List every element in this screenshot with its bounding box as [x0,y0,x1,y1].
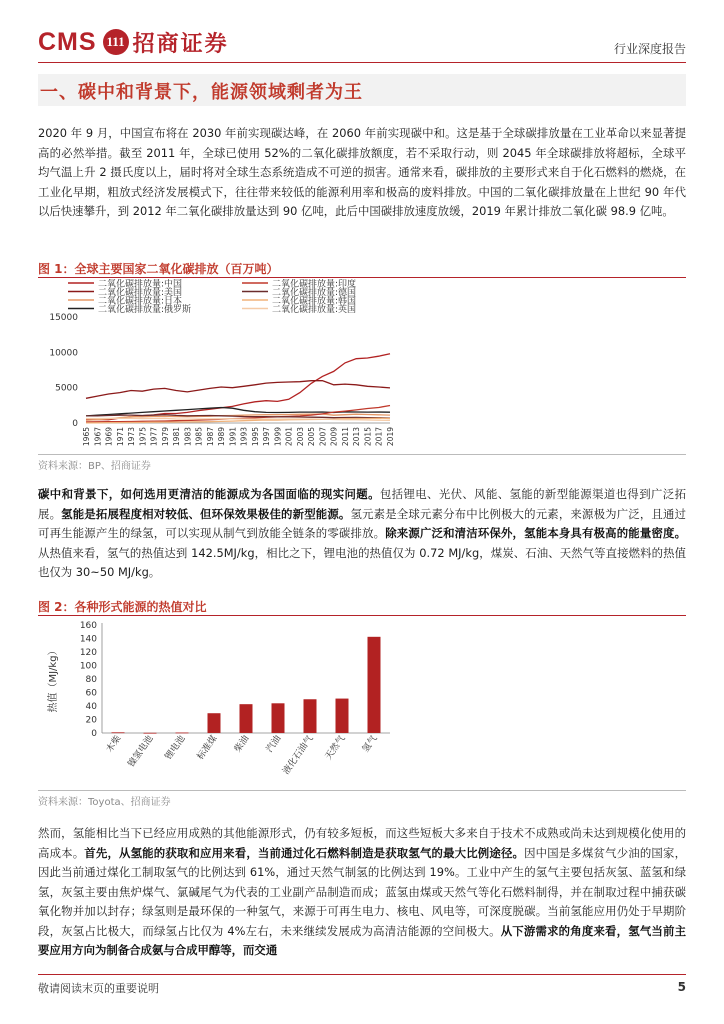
x-tick-label-22: 2009 [329,427,339,447]
header-divider [38,62,686,63]
bar-6 [304,699,317,733]
bar-0 [112,732,125,733]
figure-2-rule [38,615,686,616]
y-tick-label-1: 20 [85,715,97,726]
y-tick-label-8: 160 [79,621,97,631]
footer-disclaimer[interactable]: 敬请阅读末页的重要说明 [38,982,159,995]
category-label-6: 液化石油气 [281,733,316,777]
y-tick-label-2: 10000 [49,348,78,359]
x-tick-label-1: 1967 [93,427,103,447]
para3-text-1: 然而，氢能相比当下已经应用成熟的其他能源形式，仍有较多短板，而这些短板大多来自于技术不成熟或尚未达到规模化使用的高成本。 [38,826,686,860]
y-tick-label-2: 40 [85,702,97,712]
category-label-8: 氢气 [360,733,380,755]
x-tick-label-23: 2011 [340,427,350,447]
y-tick-label-1: 5000 [55,383,78,394]
legend-label-7: 二氧化碳排放量:英国 [272,305,357,315]
legend-label-4: 二氧化碳排放量:印度 [272,279,357,290]
bar-2 [176,733,189,734]
x-tick-label-11: 1987 [205,427,215,447]
para2-text-3: 从热值来看，氢气的热值达到 142.5MJ/kg，相比之下，锂电池的热值仅为 0.72 MJ/kg，煤炭、石油、天然气等直接燃料的热值也仅为 30~50 MJ/kg。 [38,545,686,579]
co2-emissions-line-chart [38,279,438,451]
x-tick-label-14: 1993 [239,427,249,447]
y-tick-label-5: 100 [79,661,97,672]
para3-text-2: 因中国是多煤贫气少油的国家，因此当前通过煤化工制取氢气的比例达到 61%，通过天然气制氢的比例达到 19%。工业中产生的氢气主要包括灰氢、蓝氢和绿氢，灰氢主要由焦炉煤气、氯碱尾气为代表的工业副产品制造而成；蓝氢由煤或天然气等化石燃料制得，并在制取过程中捕获碳氧化物并加以封存；绿氢则是最环保的一种氢气，来源于可再生电力、核电、风电等，可深度脱碳。当前氢能应用仍处于早期阶段，灰氢占比极大，而绿氢占比仅为 4%左右，未来继续发展成为高清洁能源的空间极大。 [38,845,686,938]
bar-4 [240,704,253,733]
bar-3 [208,713,221,733]
para3-bold-2: 从下游需求的角度来看，氢气当前主要应用方向为制备合成氨与合成甲醇等，而交通 [38,923,686,957]
x-tick-label-26: 2017 [374,427,384,447]
figure-1-rule [38,277,686,278]
legend-label-3: 二氧化碳排放量:俄罗斯 [98,305,192,315]
bar-7 [336,699,349,733]
x-tick-label-10: 1985 [194,427,204,447]
bar-1 [144,733,157,734]
y-tick-label-3: 60 [85,688,97,699]
brand-logo [38,26,229,58]
x-tick-label-4: 1973 [127,427,137,447]
x-tick-label-5: 1975 [138,427,148,447]
y-axis-label: 热值（MJ/kg） [48,645,59,713]
x-tick-label-15: 1995 [250,427,260,447]
category-label-7: 天然气 [323,733,348,762]
report-type: 行业深度报告 [613,42,686,56]
x-tick-label-19: 2003 [295,427,305,447]
x-tick-label-17: 1999 [273,427,283,447]
y-tick-label-6: 120 [79,648,97,658]
paragraph-hydrogen-challenges [38,824,686,961]
figure-1-title: 图 1：全球主要国家二氧化碳排放（百万吨） [38,262,279,276]
category-label-0: 木柴 [104,733,124,755]
energy-heat-value-bar-chart [38,617,398,789]
x-tick-label-2: 1969 [104,427,114,447]
paragraph-clean-energy [38,485,686,583]
para3-bold-1: 首先，从氢能的获取和应用来看，当前通过化石燃料制造是获取氢气的最大比例途径。 [84,845,525,860]
series-line-1 [86,381,390,399]
figure-2-source: 资料来源：Toyota、招商证券 [38,797,171,808]
para2-bold-1: 碳中和背景下，如何选用更清洁的能源成为各国面临的现实问题。 [38,487,380,501]
footer-divider [38,974,686,975]
category-label-3: 标准煤 [195,733,220,762]
x-tick-label-21: 2007 [318,427,328,447]
para2-bold-3: 除来源广泛和清洁环保外，氢能本身具有极高的能量密度。 [385,526,686,540]
x-tick-label-12: 1989 [217,427,227,447]
para2-text-1: 包括锂电、光伏、风能、氢能的新型能源渠道也得到广泛拓展。 [38,487,686,521]
category-label-5: 汽油 [264,733,284,755]
section-title: 一、碳中和背景下，能源领域剩者为王 [40,82,363,103]
bar-8 [368,637,381,733]
brand-badge-icon: 111 [103,29,129,55]
x-tick-label-6: 1977 [149,427,159,447]
y-tick-label-4: 80 [85,675,97,685]
x-tick-label-20: 2005 [307,427,317,447]
y-tick-label-3: 15000 [49,313,78,323]
legend-label-6: 二氧化碳排放量:韩国 [272,296,357,307]
x-tick-label-9: 1983 [183,427,193,447]
x-tick-label-24: 2013 [352,427,362,447]
x-tick-label-3: 1971 [115,427,125,447]
brand-cn: 招商证券 [132,31,229,57]
category-label-4: 柴油 [232,733,252,755]
legend-label-0: 二氧化碳排放量:中国 [98,279,183,290]
para2-bold-2: 氢能是拓展程度相对较低、但环保效果极佳的新型能源。 [61,506,351,521]
figure-1-source: 资料来源：BP、招商证券 [38,461,151,472]
category-label-1: 镍氢电池 [126,733,156,770]
y-tick-label-0: 0 [91,729,97,739]
x-tick-label-7: 1979 [160,427,170,447]
legend-label-1: 二氧化碳排放量:美国 [98,288,183,298]
x-tick-label-0: 1965 [82,427,91,447]
paragraph-carbon-neutral: 2020 年 9 月，中国宣布将在 2030 年前实现碳达峰，在 2060 年前实现碳中和。这是基于全球碳排放量在工业革命以来显著提高的必然举措。截至 2011 年，全球已使用 52%的二氧化碳排放额度，若不采取行动，则 2045 年全球碳排放将超标，全球平均气温上升 2 摄氏度以上，届时将对全球生态系统造成不可逆的损害。通常来看，碳排放的主要形式来自于化石燃料的燃烧，在工业化早期，粗放式经济发展模式下，往往带来较低的能源利用率和极高的废料排放。中国的二氧化碳排放量在上世纪 90 年代以后快速攀升，到 2012 年二氧化碳排放量达到 90 亿吨，此后中国碳排放速度放缓，2019 年累计排放二氧化碳 98.9 亿吨。 [38,126,686,218]
bar-5 [272,703,285,733]
category-label-2: 锂电池 [163,733,188,762]
page-number: 5 [677,980,686,994]
figure-2-source-rule [38,790,686,791]
y-tick-label-0: 0 [72,419,78,429]
x-tick-label-16: 1997 [262,427,272,447]
x-tick-label-18: 2001 [284,427,294,447]
x-tick-label-13: 1991 [228,427,238,447]
y-tick-label-7: 140 [79,634,97,645]
figure-2-title: 图 2：各种形式能源的热值对比 [38,600,207,614]
x-tick-label-8: 1981 [172,427,182,447]
brand-en: CMS [38,27,97,56]
x-tick-label-27: 2019 [386,427,395,447]
legend-label-5: 二氧化碳排放量:德国 [272,288,357,298]
legend-label-2: 二氧化碳排放量:日本 [98,296,183,307]
para2-text-2: 氢元素是全球元素分布中比例极大的元素，来源极为广泛，且通过可再生能源产生的绿氢，可以实现从制气到放能全链条的零碳排放。 [38,506,686,540]
x-tick-label-25: 2015 [363,427,373,447]
figure-1-source-rule [38,454,686,455]
